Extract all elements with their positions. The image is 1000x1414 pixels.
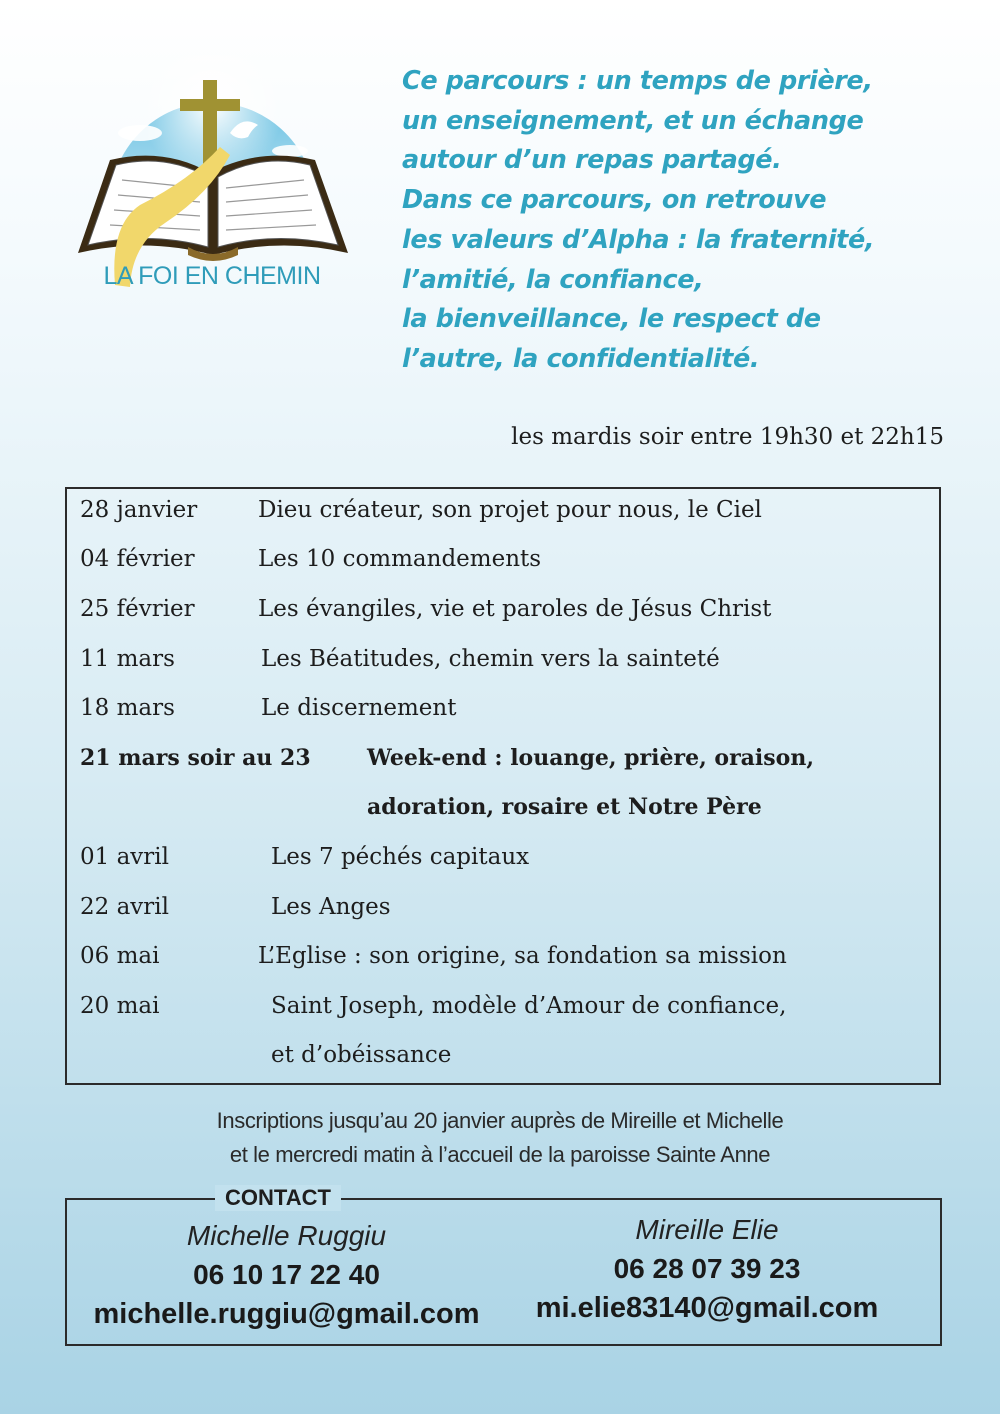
schedule-note: les mardis soir entre 19h30 et 22h15 [511, 424, 944, 450]
program-topic: Les évangiles, vie et paroles de Jésus Christ [258, 596, 772, 622]
registration-line: Inscriptions jusqu’au 20 janvier auprès de Mireille et Michelle [216, 1108, 784, 1133]
program-topic: Les 7 péchés capitaux [271, 844, 530, 870]
intro-line: Ce parcours : un temps de prière, [402, 66, 873, 96]
program-date: 11 mars [80, 646, 175, 672]
contact-person-michelle [79, 1216, 494, 1334]
contact-name: Michelle Ruggiu [186, 1220, 387, 1251]
intro-text [402, 62, 962, 380]
program-table [65, 487, 941, 1085]
contact-box [65, 1185, 942, 1346]
intro-line: l’amitié, la confiance, [402, 264, 704, 295]
intro-line: la bienveillance, le respect de [402, 304, 821, 335]
program-topic: L’Eglise : son origine, sa fondation sa mission [258, 943, 787, 969]
program-topic: Les 10 commandements [258, 546, 542, 572]
program-topic: et d’obéissance [271, 1042, 452, 1068]
program-date: 04 février [80, 546, 195, 572]
contact-phone[interactable]: 06 10 17 22 40 [193, 1259, 380, 1290]
program-topic: Dieu créateur, son projet pour nous, le Ciel [258, 497, 762, 523]
program-date: 28 janvier [80, 497, 198, 523]
contact-label: CONTACT [215, 1185, 341, 1211]
contact-name: Mireille Elie [635, 1214, 779, 1245]
registration-line: et le mercredi matin à l’accueil de la paroisse Sainte Anne [229, 1142, 771, 1167]
program-date: 06 mai [80, 943, 160, 969]
program-topic: Le discernement [261, 695, 457, 721]
contact-email[interactable]: michelle.ruggiu@gmail.com [93, 1298, 480, 1330]
contact-person-mireille [507, 1210, 907, 1328]
program-date: 22 avril [80, 894, 169, 920]
program-date: 21 mars soir au 23 [80, 745, 311, 771]
program-date: 01 avril [80, 844, 169, 870]
program-date: 20 mai [80, 993, 160, 1019]
intro-line: autour d’un repas partagé. [402, 145, 782, 176]
program-date: 18 mars [80, 695, 175, 721]
contact-email[interactable]: mi.elie83140@gmail.com [535, 1292, 879, 1324]
registration-info [0, 1104, 1000, 1172]
logo-text: LA FOI EN CHEMIN [103, 262, 321, 290]
program-topic: adoration, rosaire et Notre Père [367, 794, 762, 820]
program-topic: Saint Joseph, modèle d’Amour de confiance, [271, 993, 787, 1019]
intro-line: les valeurs d’Alpha : la fraternité, [402, 224, 875, 255]
intro-line: un enseignement, et un échange [402, 105, 864, 136]
program-topic: Les Anges [271, 894, 391, 920]
program-topic: Week-end : louange, prière, oraison, [367, 745, 815, 771]
contact-phone[interactable]: 06 28 07 39 23 [613, 1253, 801, 1284]
intro-line: l’autre, la confidentialité. [402, 343, 760, 374]
program-date: 25 février [80, 596, 195, 622]
program-topic: Les Béatitudes, chemin vers la sainteté [261, 646, 720, 672]
intro-line: Dans ce parcours, on retrouve [402, 185, 827, 216]
